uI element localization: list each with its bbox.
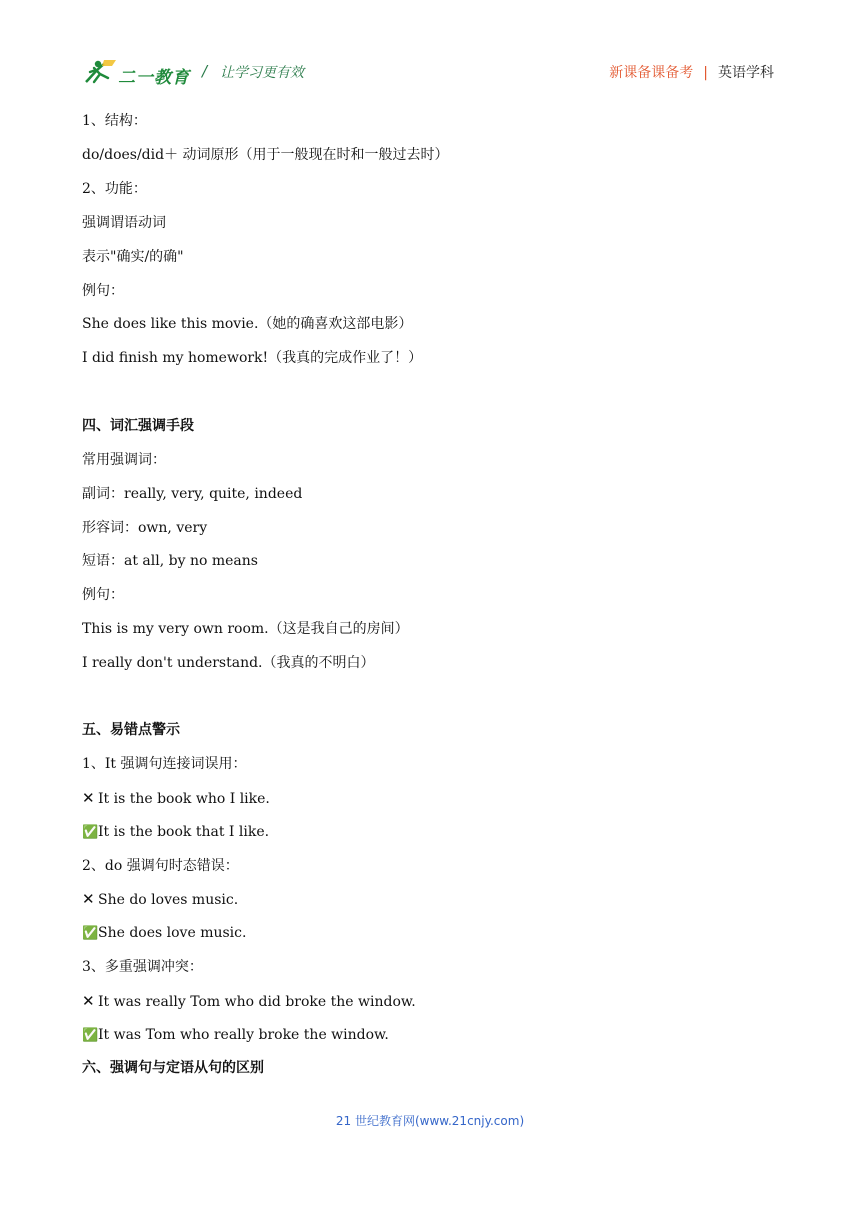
- section-heading: 六、强调句与定语从句的区别: [82, 1060, 264, 1076]
- text-line: 强调谓语动词: [82, 215, 166, 231]
- text-line: 2、功能：: [82, 181, 147, 197]
- example-line: This is my very own room.（这是我自己的房间）: [82, 621, 409, 637]
- wrong-example: ✕ It is the book who I like.: [82, 789, 270, 807]
- header-right: [609, 62, 774, 82]
- cross-icon: ✕: [82, 789, 95, 807]
- example-line: I did finish my homework!（我真的完成作业了！）: [82, 350, 423, 366]
- text-line: 表示"确实/的确": [82, 249, 184, 265]
- correct-example: ✅It is the book that I like.: [82, 824, 270, 840]
- header-slash: /: [202, 62, 208, 80]
- text-line: 1、结构：: [82, 113, 147, 129]
- text-line: 3、多重强调冲突：: [82, 959, 203, 975]
- page-header: [82, 56, 774, 90]
- cross-icon: ✕: [82, 992, 95, 1010]
- correct-example: ✅She does love music.: [82, 925, 247, 941]
- section-heading: 四、词汇强调手段: [82, 418, 194, 434]
- wrong-example: ✕ She do loves music.: [82, 890, 239, 908]
- header-slogan: 让学习更有效: [220, 65, 304, 81]
- check-icon: ✅: [82, 926, 99, 941]
- text-line: 副词：really, very, quite, indeed: [82, 486, 303, 502]
- text-line: 常用强调词：: [82, 452, 166, 468]
- text-line: do/does/did＋ 动词原形（用于一般现在时和一般过去时）: [82, 147, 449, 163]
- section-heading: 五、易错点警示: [82, 722, 180, 738]
- header-subject: 英语学科: [718, 65, 774, 81]
- text-line: 1、It 强调句连接词误用：: [82, 756, 247, 772]
- text-line: 短语：at all, by no means: [82, 553, 258, 569]
- text-line: 形容词：own, very: [82, 520, 208, 536]
- logo-text: 二一教育: [118, 68, 190, 88]
- text-line: 例句：: [82, 587, 124, 603]
- check-icon: ✅: [82, 1028, 99, 1043]
- correct-example: ✅It was Tom who really broke the window.: [82, 1027, 389, 1043]
- text-line: 2、do 强调句时态错误：: [82, 858, 239, 874]
- example-line: I really don't understand.（我真的不明白）: [82, 655, 375, 671]
- example-line: She does like this movie.（她的确喜欢这部电影）: [82, 316, 413, 332]
- check-icon: ✅: [82, 825, 99, 840]
- cross-icon: ✕: [82, 890, 95, 908]
- page-footer: 21 世纪教育网(www.21cnjy.com): [335, 1114, 525, 1128]
- wrong-example: ✕ It was really Tom who did broke the window.: [82, 992, 416, 1010]
- text-line: 例句：: [82, 283, 124, 299]
- header-separator: |: [703, 65, 708, 81]
- header-course: 新课备课备考: [609, 65, 694, 81]
